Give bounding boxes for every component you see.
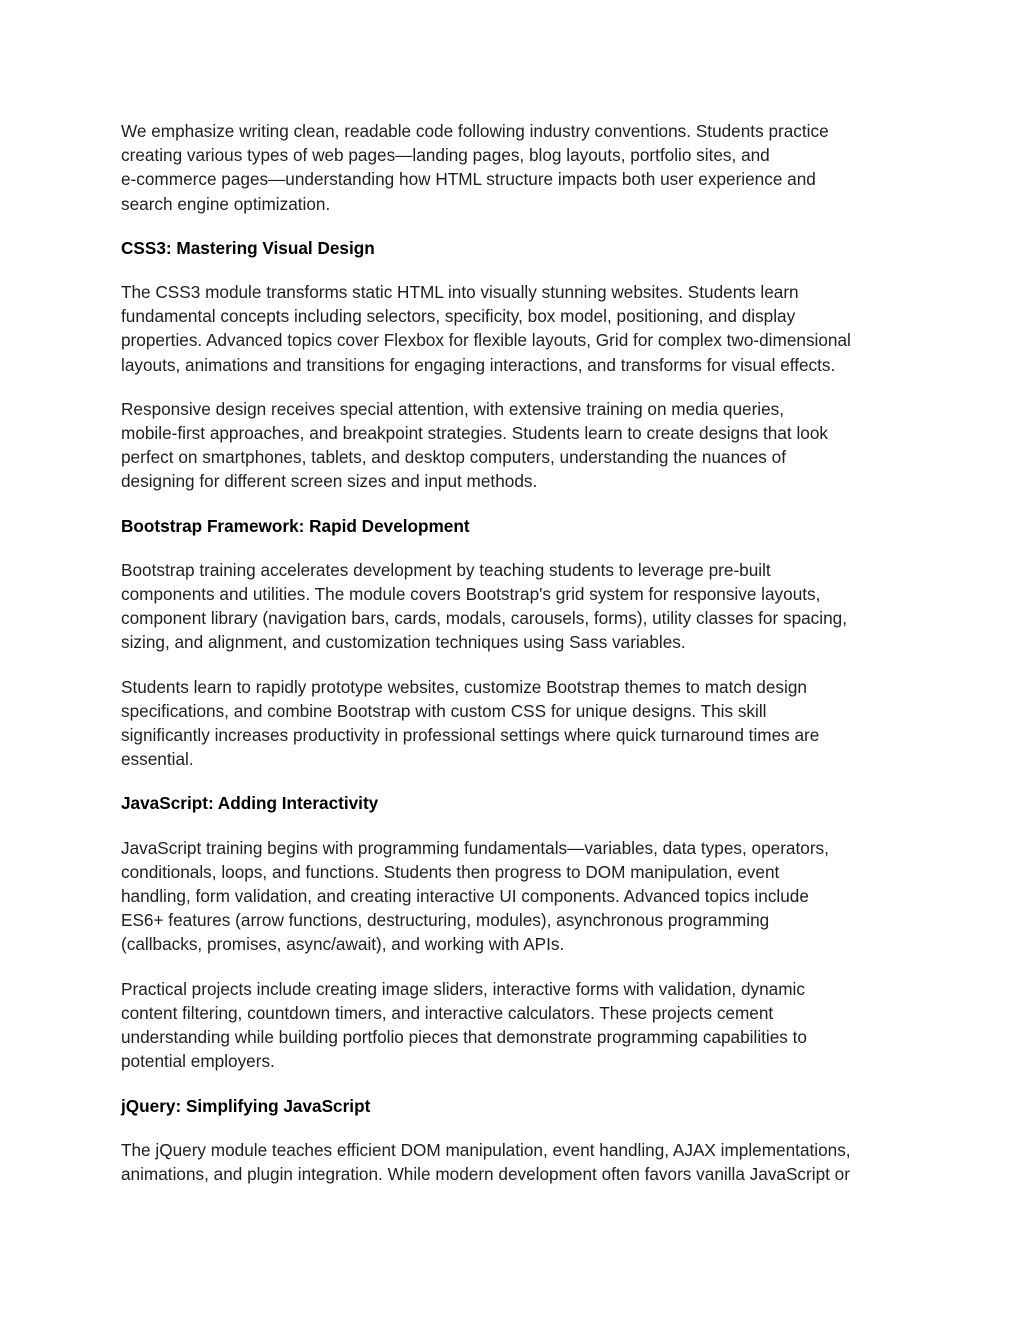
document-page xyxy=(121,119,911,1206)
paragraph-responsive-design: Responsive design receives special attention, with extensive training on media queries, mobile-first approaches, and breakpoint strategies. Students learn to create designs that look perfect on smartphones, tablets, and desktop computers, understanding the nuances of designing for different screen sizes and input methods. xyxy=(121,398,829,492)
paragraph-bootstrap-intro: Bootstrap training accelerates development by teaching students to leverage pre-built components and utilities. The module covers Bootstrap's grid system for responsive layouts, component library (navigation bars, cards, modals, carousels, forms), utility classes for spacing, sizing, and alignment, and customization techniques using Sass variables. xyxy=(121,559,847,653)
paragraph-javascript-projects: Practical projects include creating image sliders, interactive forms with validation, dynamic content filtering, countdown timers, and interactive calculators. These projects cement understanding while building portfolio pieces that demonstrate programming capabilities to potential employers. xyxy=(121,978,807,1072)
heading-bootstrap: Bootstrap Framework: Rapid Development xyxy=(121,515,470,536)
heading-javascript: JavaScript: Adding Interactivity xyxy=(121,793,379,814)
heading-jquery: jQuery: Simplifying JavaScript xyxy=(121,1095,371,1116)
heading-css3: CSS3: Mastering Visual Design xyxy=(121,237,375,258)
paragraph-clean-code: We emphasize writing clean, readable code following industry conventions. Students practice creating various types of web pages—landing pages, blog layouts, portfolio sites, and e-commerce pages—understanding how HTML structure impacts both user experience and search engine optimization. xyxy=(121,121,829,214)
paragraph-bootstrap-prototyping: Students learn to rapidly prototype websites, customize Bootstrap themes to match design specifications, and combine Bootstrap with custom CSS for unique designs. This skill significantly increases productivity in professional settings where quick turnaround times are essential. xyxy=(121,676,820,770)
paragraph-javascript-intro: JavaScript training begins with programming fundamentals—variables, data types, operators, conditionals, loops, and functions. Students then progress to DOM manipulation, event handling, form validation, and creating interactive UI components. Advanced topics include ES6+ features (arrow functions, destructuring, modules), asynchronous programming (callbacks, promises, async/await), and working with APIs. xyxy=(121,837,829,955)
paragraph-css3-intro: The CSS3 module transforms static HTML into visually stunning websites. Students learn fundamental concepts including selectors, specificity, box model, positioning, and display properties. Advanced topics cover Flexbox for flexible layouts, Grid for complex two-dimensional layouts, animations and transitions for engaging interactions, and transforms for visual effects. xyxy=(121,282,851,375)
paragraph-jquery-intro: The jQuery module teaches efficient DOM manipulation, event handling, AJAX implementations, animations, and plugin integration. While modern development often favors vanilla JavaScript or xyxy=(121,1139,851,1184)
